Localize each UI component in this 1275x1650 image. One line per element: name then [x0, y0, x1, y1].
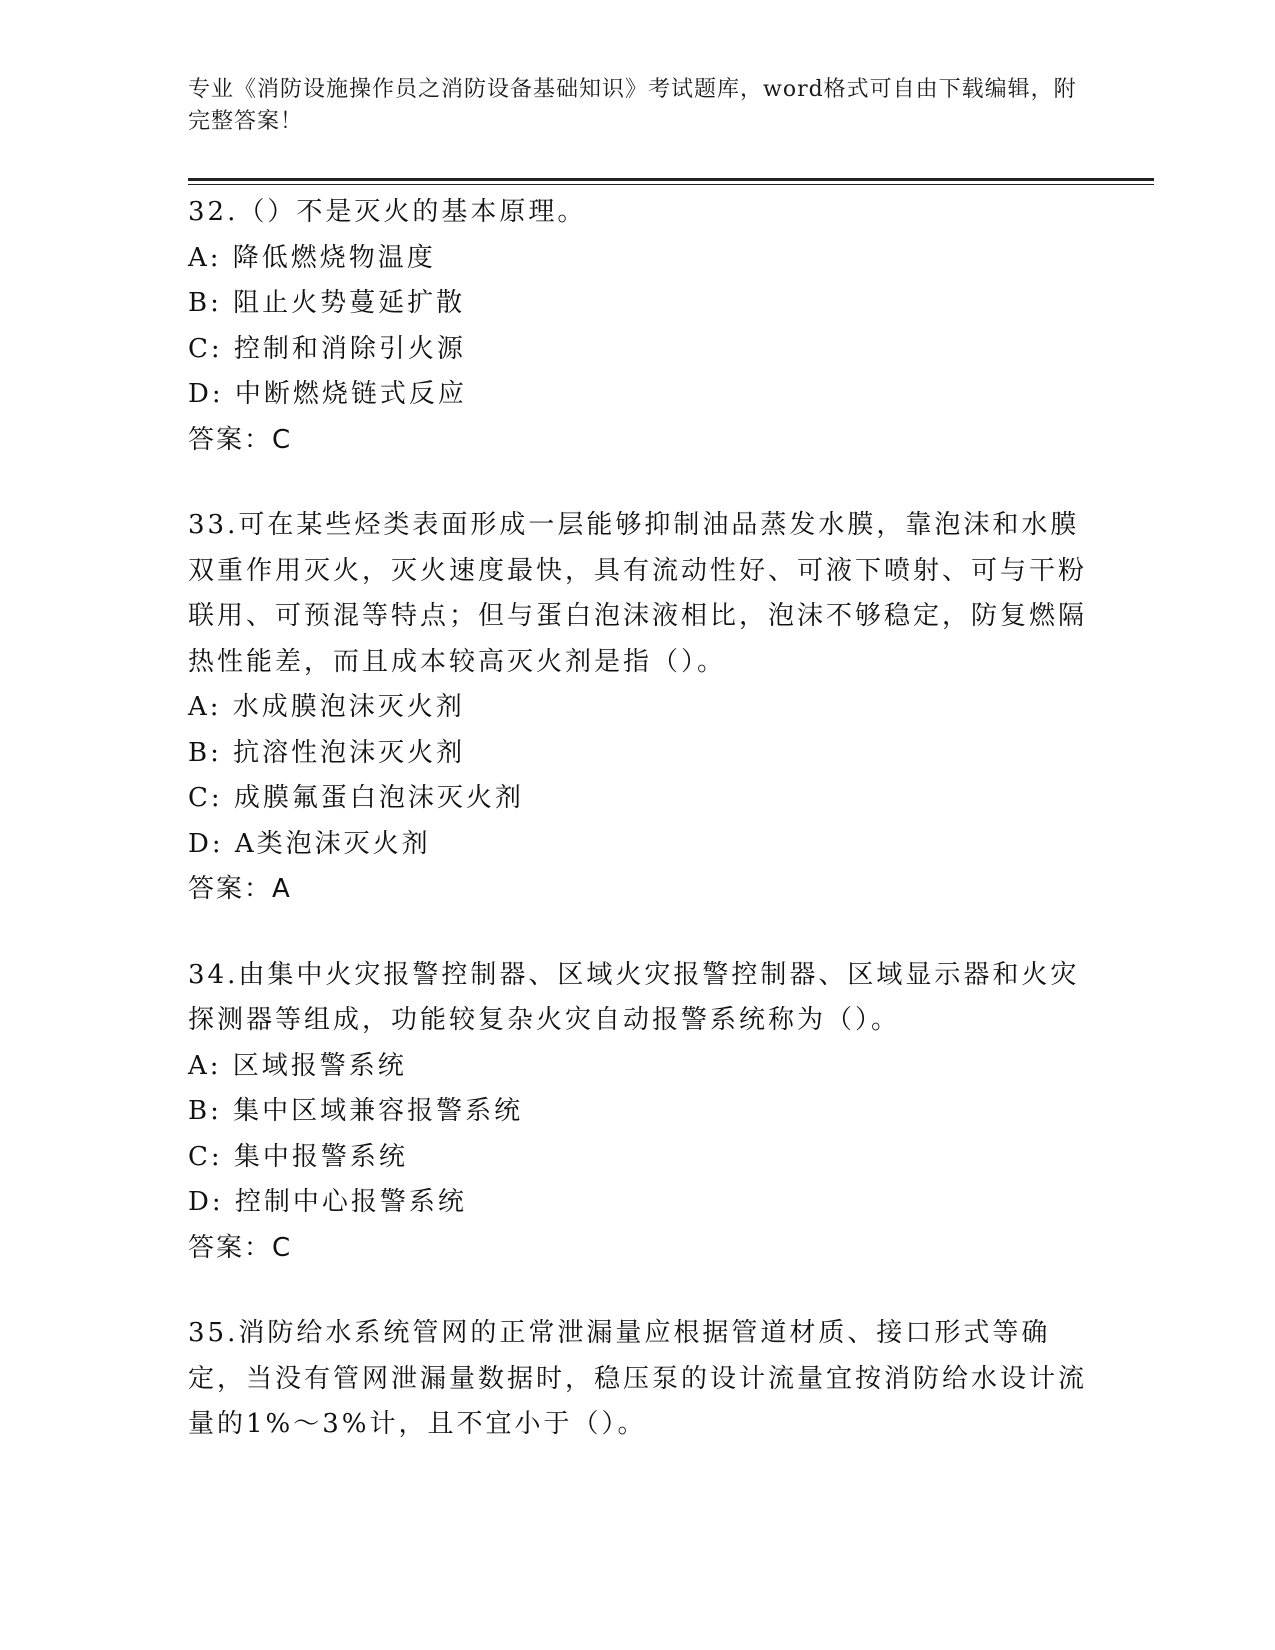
- option-c: C: 集中报警系统: [188, 1141, 408, 1172]
- question-33: [188, 503, 1088, 913]
- question-stem: 34.由集中火灾报警控制器、区域火灾报警控制器、区域显示器和火灾探测器等组成，功能较复杂火灾自动报警系统称为（）。: [188, 959, 1080, 1035]
- question-stem: 33.可在某些烃类表面形成一层能够抑制油品蒸发水膜，靠泡沫和水膜双重作用灭火，灭火速度最快，具有流动性好、可液下喷射、可与干粉联用、可预混等特点；但与蛋白泡沫液相比，泡沫不够稳定，防复燃隔热性能差，而且成本较高灭火剂是指（）。: [188, 510, 1088, 677]
- option-b: B: 抗溶性泡沫灭火剂: [188, 737, 466, 768]
- answer-line: 答案：C: [188, 1232, 293, 1263]
- question-stem: 32.（）不是灭火的基本原理。: [188, 197, 587, 227]
- option-a: A: 区域报警系统: [188, 1050, 407, 1081]
- answer-line: 答案：C: [188, 424, 293, 455]
- header-divider-thin: [188, 184, 1154, 185]
- option-c: C: 成膜氟蛋白泡沫灭火剂: [188, 783, 524, 813]
- option-a: A: 降低燃烧物温度: [188, 242, 436, 273]
- option-d: D: 中断燃烧链式反应: [188, 379, 467, 409]
- question-list: [188, 190, 1088, 1488]
- option-d: D: A类泡沫灭火剂: [188, 828, 431, 859]
- option-d: D: 控制中心报警系统: [188, 1187, 467, 1217]
- header-divider-thick: [188, 178, 1154, 181]
- option-c: C: 控制和消除引火源: [188, 333, 466, 364]
- question-32: [188, 190, 1088, 463]
- question-34: [188, 953, 1088, 1272]
- question-stem: 35.消防给水系统管网的正常泄漏量应根据管道材质、接口形式等确定，当没有管网泄漏量数据时，稳压泵的设计流量宜按消防给水设计流量的1%～3%计，且不宜小于（）。: [188, 1318, 1088, 1439]
- answer-line: 答案：A: [188, 874, 292, 904]
- document-header: 专业《消防设施操作员之消防设备基础知识》考试题库，word格式可自由下载编辑，附完整答案！: [188, 77, 1077, 134]
- option-b: B: 集中区域兼容报警系统: [188, 1096, 524, 1126]
- question-35: [188, 1311, 1088, 1448]
- option-a: A: 水成膜泡沫灭火剂: [188, 692, 465, 722]
- option-b: B: 阻止火势蔓延扩散: [188, 288, 466, 318]
